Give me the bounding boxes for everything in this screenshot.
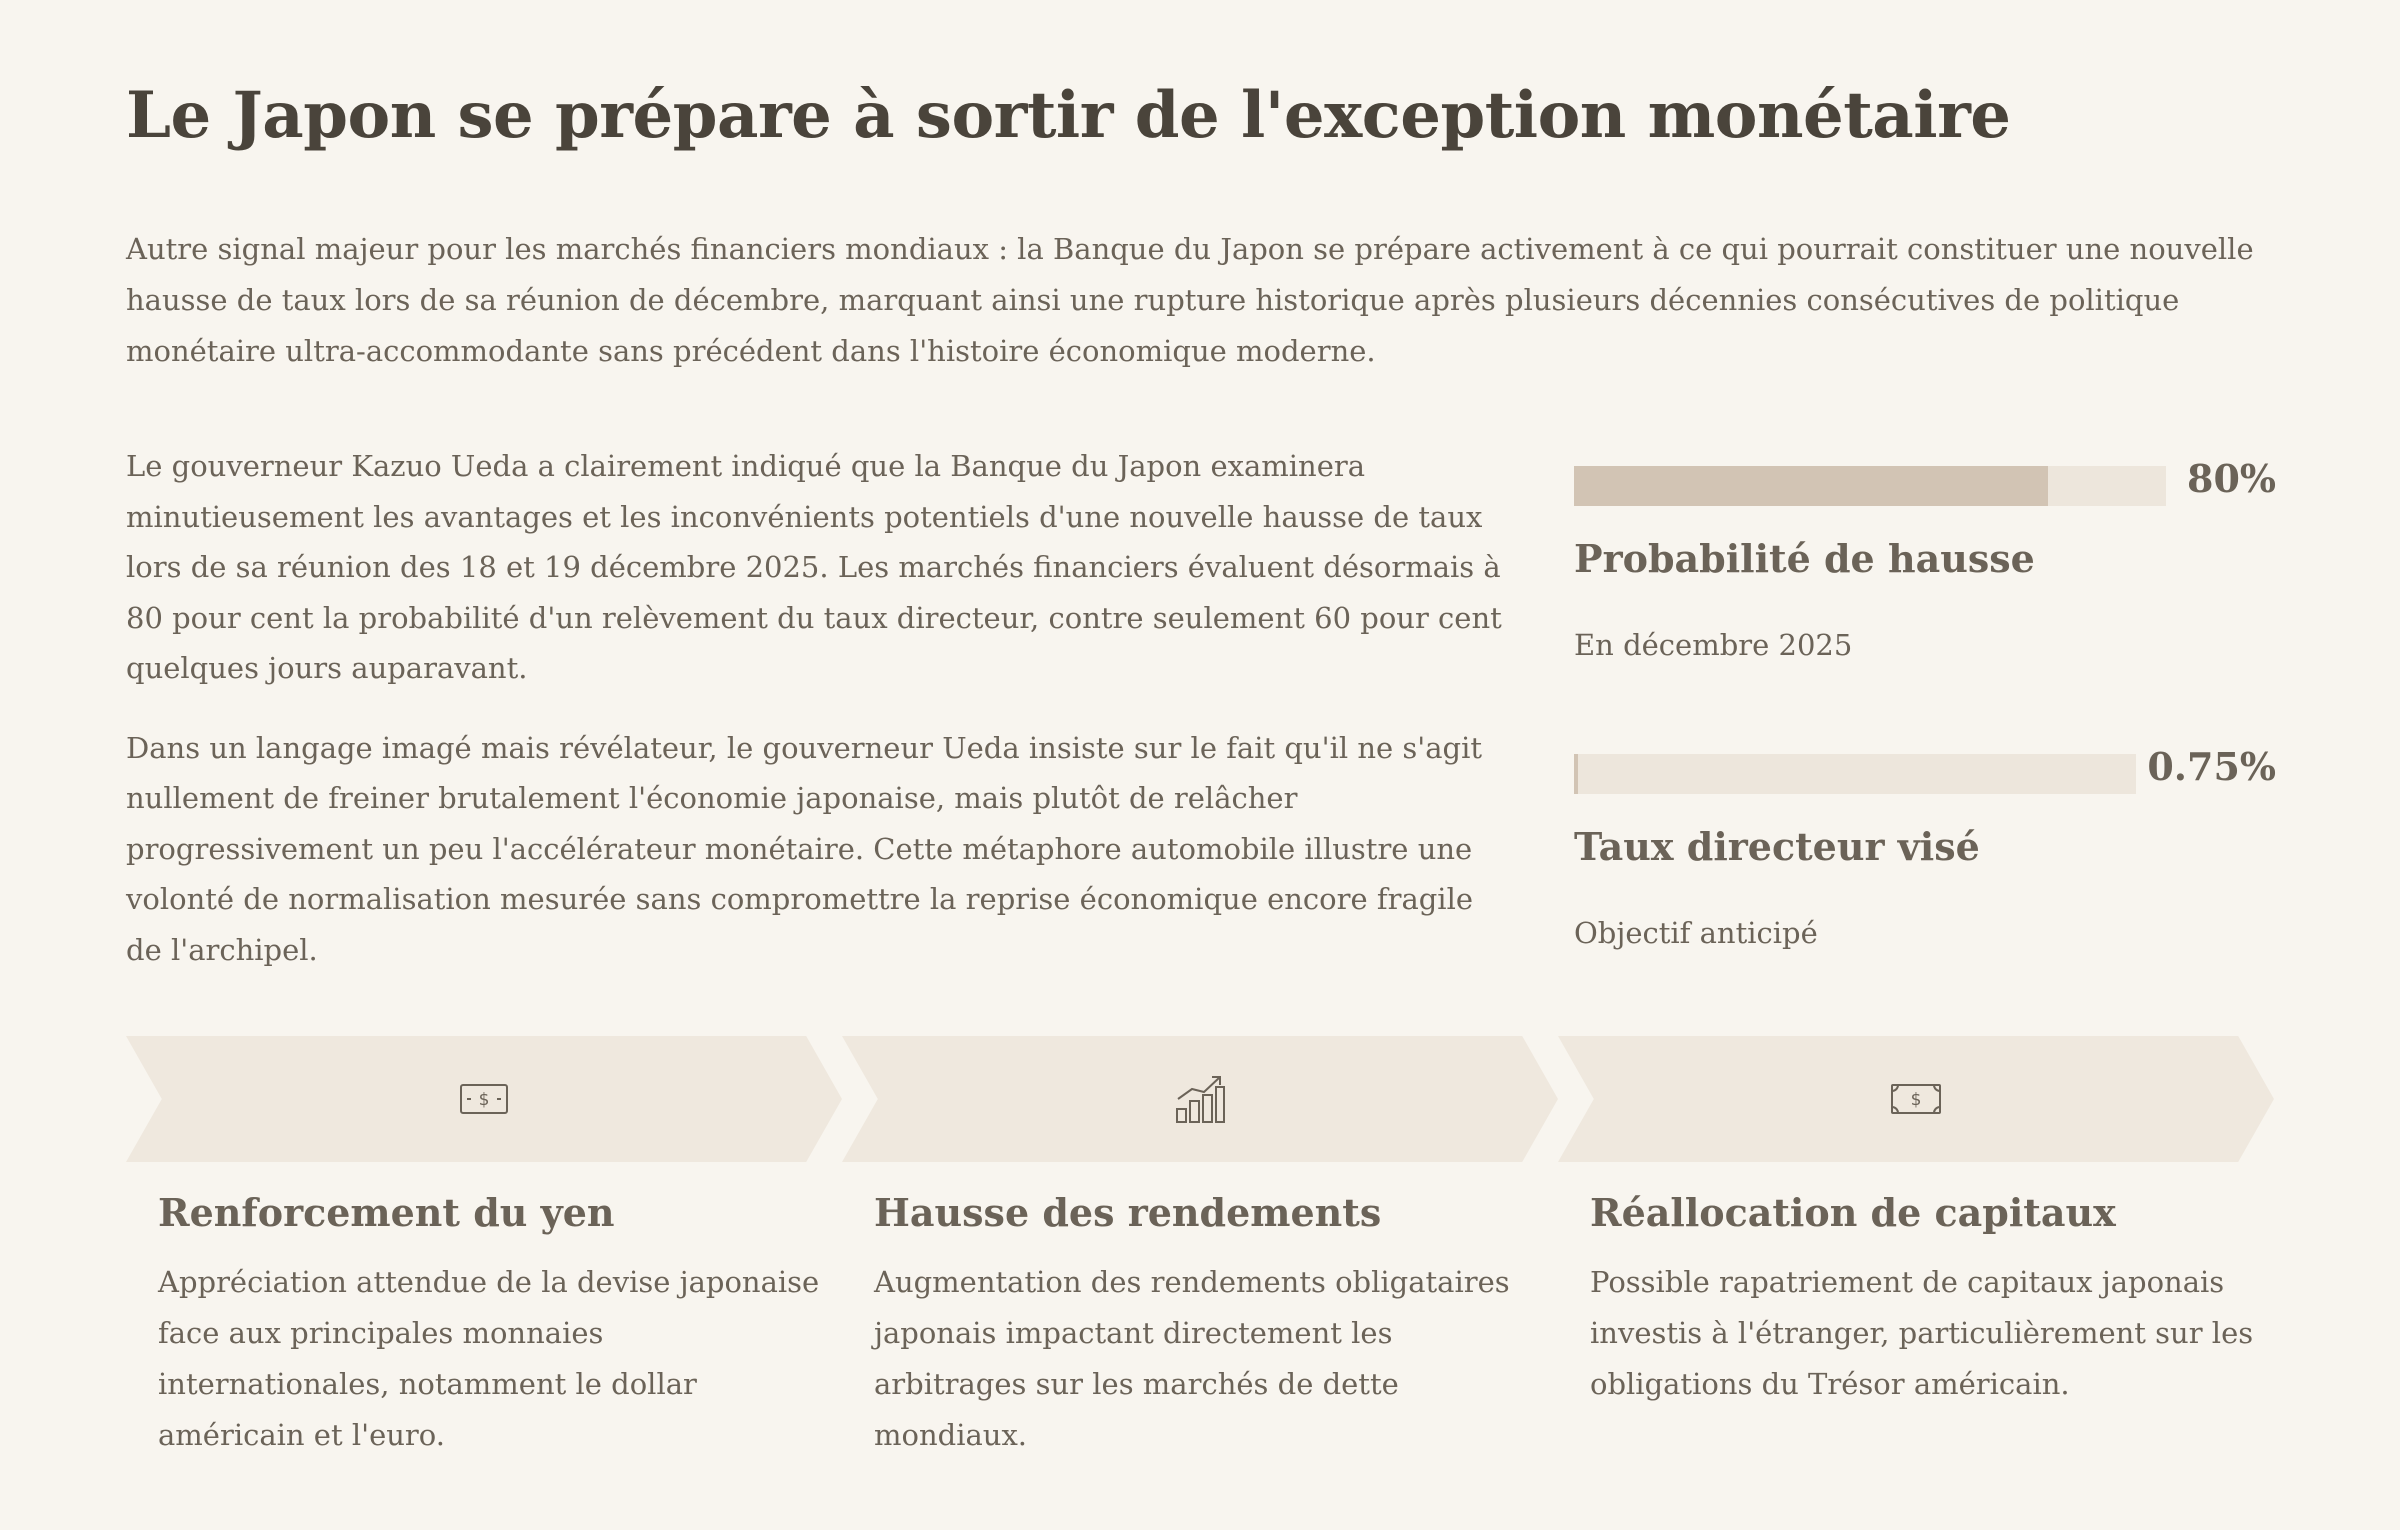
card-text: Possible rapatriement de capitaux japonais investis à l'étranger, particulièrement sur les obligations du Trésor américain. bbox=[1590, 1265, 2254, 1401]
body-paragraph-2: Dans un langage imagé mais révélateur, le gouverneur Ueda insiste sur le fait qu'il ne s'agit nullement de freiner brutalement l'économie japonaise, mais plutôt de relâcher progressivement un peu l'accélérateur monétaire. Cette métaphore automobile illustre une volonté de normalisation mesurée sans compromettre la reprise économique encore fragile de l'archipel. bbox=[126, 730, 1483, 967]
chevron-banner-3 bbox=[1558, 1036, 2274, 1162]
card-title: Renforcement du yen bbox=[158, 1190, 615, 1235]
svg-text:$: $ bbox=[478, 1090, 490, 1110]
chart-up-icon bbox=[1174, 1073, 1226, 1125]
impact-card-yields bbox=[874, 1185, 1544, 1461]
progress-bar-fill bbox=[1574, 466, 2048, 506]
impact-card-capital bbox=[1590, 1185, 2260, 1410]
progress-value: 80% bbox=[2187, 456, 2276, 501]
stat-sublabel: Objectif anticipé bbox=[1574, 916, 1818, 950]
svg-text:$: $ bbox=[1910, 1090, 1922, 1110]
stat-label: Probabilité de hausse bbox=[1574, 536, 2035, 581]
progress-bar-track bbox=[1574, 466, 2166, 506]
progress-bar-fill bbox=[1574, 754, 1578, 794]
banknote-icon bbox=[459, 1082, 509, 1116]
progress-bar-row bbox=[1574, 740, 2276, 800]
stat-label: Taux directeur visé bbox=[1574, 824, 1980, 869]
intro-paragraph: Autre signal majeur pour les marchés financiers mondiaux : la Banque du Japon se prépare activement à ce qui pourrait constituer une nouvelle hausse de taux lors de sa réunion de décembre, marquant ainsi une rupture historique après plusieurs décennies consécutives de politique monétaire ultra-accommodante sans précédent dans l'histoire économique moderne. bbox=[126, 232, 2254, 368]
impact-card-yen bbox=[158, 1185, 828, 1461]
stat-sublabel: En décembre 2025 bbox=[1574, 628, 1853, 662]
progress-value: 0.75% bbox=[2147, 744, 2276, 789]
card-text: Appréciation attendue de la devise japonaise face aux principales monnaies internationales, notamment le dollar américain et l'euro. bbox=[158, 1265, 820, 1452]
money-bill-icon bbox=[1890, 1081, 1942, 1117]
stat-target-policy-rate bbox=[1574, 740, 2276, 950]
page-title: Le Japon se prépare à sortir de l'exception monétaire bbox=[126, 78, 2011, 153]
stat-rate-hike-probability bbox=[1574, 452, 2276, 662]
card-title: Réallocation de capitaux bbox=[1590, 1190, 2116, 1235]
card-text: Augmentation des rendements obligataires japonais impactant directement les arbitrages sur les marchés de dette mondiaux. bbox=[874, 1265, 1510, 1452]
progress-bar-row bbox=[1574, 452, 2276, 512]
body-paragraph-1: Le gouverneur Kazuo Ueda a clairement indiqué que la Banque du Japon examinera minutieusement les avantages et les inconvénients potentiels d'une nouvelle hausse de taux lors de sa réunion des 18 et 19 décembre 2025. Les marchés financiers évaluent désormais à 80 pour cent la probabilité d'un relèvement du taux directeur, contre seulement 60 pour cent quelques jours auparavant. bbox=[126, 449, 1502, 685]
progress-bar-track bbox=[1574, 754, 2136, 794]
chevron-banner-2 bbox=[842, 1036, 1558, 1162]
page bbox=[126, 0, 2276, 1530]
card-title: Hausse des rendements bbox=[874, 1190, 1382, 1235]
article-body bbox=[126, 441, 1516, 1004]
chevron-banner-1 bbox=[126, 1036, 842, 1162]
